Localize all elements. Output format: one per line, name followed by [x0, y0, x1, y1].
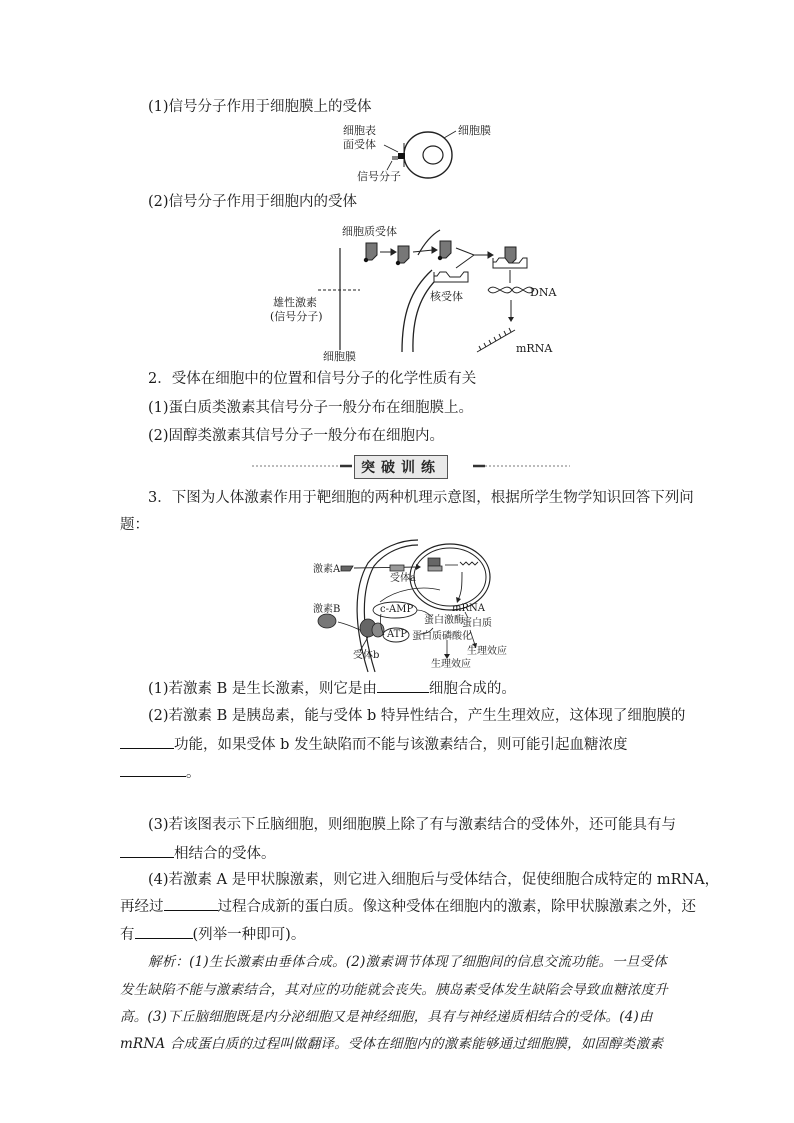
subquestion-4-line-2 [120, 896, 696, 917]
mrna-label: mRNA [516, 342, 553, 355]
cell-membrane-label: 细胞膜 [458, 124, 491, 137]
effect-label-1: 生理效应 [467, 646, 507, 657]
membrane-label: 细胞膜 [323, 350, 356, 363]
solution-line-1: 解析：(1)生长激素由垂体合成。(2)激素调节体现了细胞间的信息交流功能。一旦受体 [148, 954, 667, 970]
subquestion-2-line-3 [120, 762, 201, 783]
surface-receptor-label-1: 细胞表 [343, 124, 376, 137]
question-stem-line-2: 题： [120, 517, 149, 533]
effect-label-2: 生理效应 [431, 659, 471, 670]
mrna-label-2: mRNA [452, 603, 485, 614]
hormone-a-label: 激素A [313, 564, 341, 575]
item-1-heading: (1)信号分子作用于细胞膜上的受体 [148, 99, 372, 115]
subquestion-3-text-b: 相结合的受体。 [174, 846, 276, 862]
banner-title: 突破训练 [354, 455, 448, 479]
answer-blank-2b[interactable] [120, 762, 186, 777]
subquestion-2-line-2 [120, 734, 628, 755]
signal-molecule-label: 信号分子 [357, 170, 401, 183]
answer-blank-4b[interactable] [135, 924, 193, 939]
subquestion-1-text-a: (1)若激素 B 是生长激素，则它是由 [148, 681, 377, 697]
subquestion-3-line-2 [120, 843, 276, 864]
receptor-a-label: 受体a [390, 573, 416, 584]
section-2-line-2: (2)固醇类激素其信号分子一般分布在细胞内。 [148, 428, 445, 444]
subquestion-2-line-1: (2)若激素 B 是胰岛素，能与受体 b 特异性结合，产生生理效应，这体现了细胞膜的 [148, 708, 686, 724]
item-2-heading: (2)信号分子作用于细胞内的受体 [148, 194, 358, 210]
subquestion-4-line-1: (4)若激素 A 是甲状腺激素，则它进入细胞后与受体结合，促使细胞合成特定的 mRNA， [148, 872, 720, 888]
phosphorylation-label: 蛋白质磷酸化 [412, 631, 472, 642]
subquestion-4-text-e: (列举一种即可)。 [192, 927, 306, 943]
dna-label: DNA [530, 286, 557, 299]
protein-kinase-label: 蛋白激酶 [424, 615, 464, 626]
hormone-b-label: 激素B [313, 604, 341, 615]
subquestion-4-text-d: 有 [120, 927, 135, 943]
answer-blank-4a[interactable] [164, 896, 218, 911]
subquestion-3-line-1: (3)若该图表示下丘脑细胞，则细胞膜上除了有与激素结合的受体外，还可能具有与 [148, 817, 677, 833]
subquestion-4-line-3 [120, 924, 305, 945]
answer-blank-1[interactable] [377, 678, 429, 693]
solution-line-2: 发生缺陷不能与激素结合，其对应的功能就会丧失。胰岛素受体发生缺陷会导致血糖浓度升 [120, 982, 668, 998]
receptor-b-label: 受体b [353, 650, 380, 661]
section-2-title: 2．受体在细胞中的位置和信号分子的化学性质有关 [148, 371, 477, 387]
solution-line-4: mRNA 合成蛋白质的过程叫做翻译。受体在细胞内的激素能够通过细胞膜，如固醇类激素 [120, 1036, 664, 1052]
answer-blank-2a[interactable] [120, 734, 174, 749]
question-stem-line-1: 3．下图为人体激素作用于靶细胞的两种机理示意图，根据所学生物学知识回答下列问 [148, 490, 694, 506]
camp-label: c-AMP [380, 604, 414, 615]
subquestion-1-text-b: 细胞合成的。 [428, 681, 516, 697]
cyto-receptor-label: 细胞质受体 [342, 225, 397, 238]
protein-label: 蛋白质 [462, 618, 492, 629]
solution-line-3: 高。(3)下丘脑细胞既是内分泌细胞又是神经细胞，具有与神经递质相结合的受体。(4)由 [120, 1009, 653, 1025]
subquestion-1 [148, 678, 516, 699]
atp-label: ATP [387, 629, 408, 640]
androgen-sub-label: (信号分子) [270, 310, 323, 323]
subquestion-4-text-b: 再经过 [120, 899, 164, 915]
surface-receptor-label-2: 面受体 [343, 138, 376, 151]
subquestion-4-text-c: 过程合成新的蛋白质。像这种受体在细胞内的激素，除甲状腺激素之外，还 [217, 899, 696, 915]
subquestion-2-text-b: 功能，如果受体 b 发生缺陷而不能与该激素结合，则可能引起血糖浓度 [174, 737, 628, 753]
section-2-line-1: (1)蛋白质类激素其信号分子一般分布在细胞膜上。 [148, 400, 474, 416]
nuclear-receptor-label: 核受体 [430, 290, 463, 303]
androgen-label: 雄性激素 [273, 296, 317, 309]
answer-blank-3[interactable] [120, 843, 174, 858]
subquestion-2-text-c: 。 [186, 765, 201, 781]
